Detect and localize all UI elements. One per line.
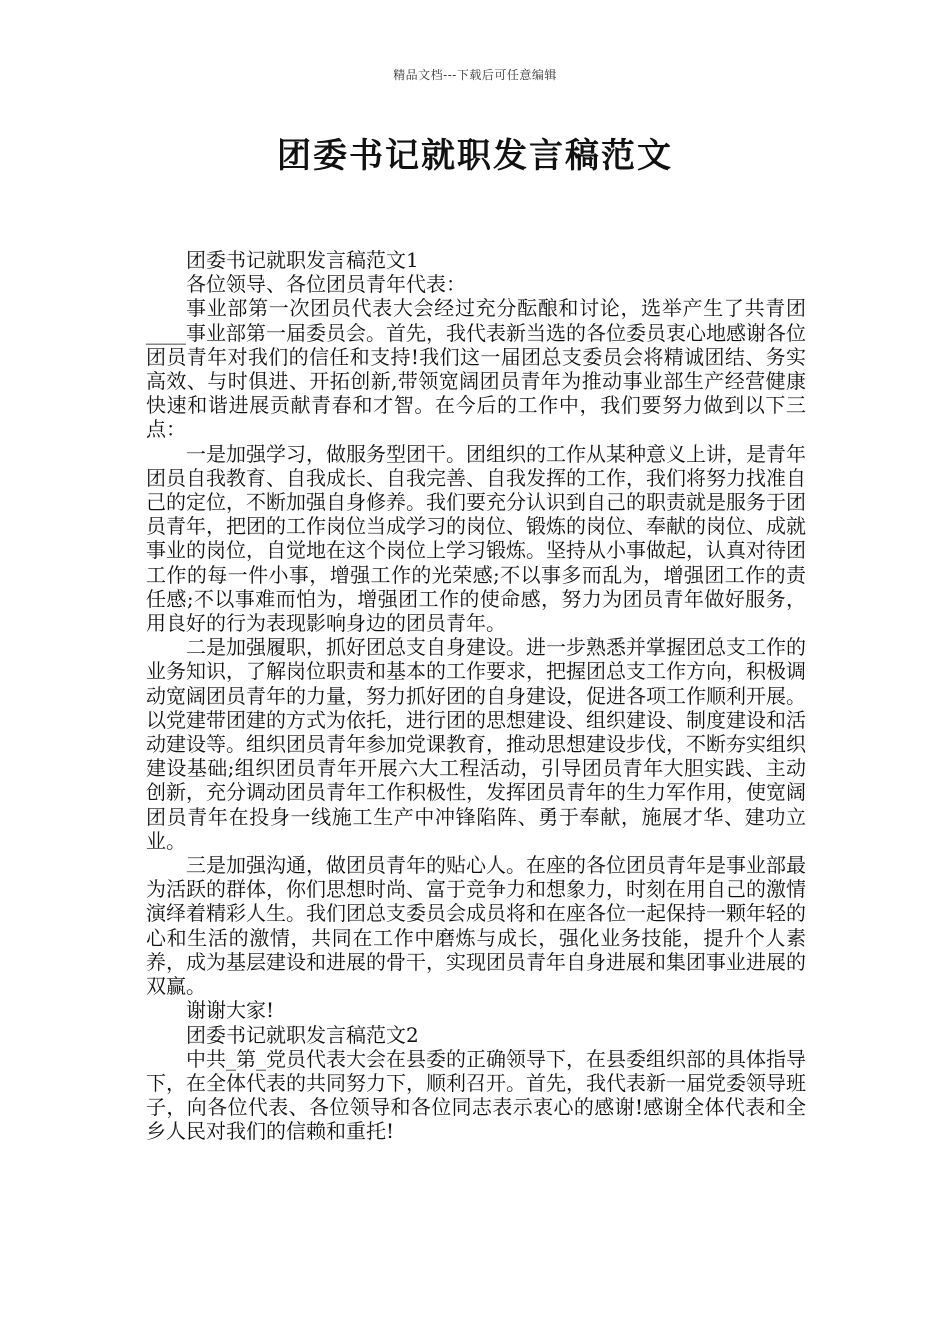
document-body: [146, 248, 806, 1144]
page-header-note: 精品文档---下载后可任意编辑: [393, 68, 557, 82]
salutation: 各位领导、各位团员青年代表：: [186, 272, 466, 297]
paragraph-speech-two-intro: 中共_第_党员代表大会在县委的正确领导下，在县委组织部的具体指导下，在全体代表的共同努力下，顺利召开。首先，我代表新一届党委领导班子，向各位代表、各位领导和各位同志表示衷心的感谢!感谢全体代表和全乡人民对我们的信赖和重托!: [146, 1046, 806, 1144]
section-heading-1: 团委书记就职发言稿范文1: [186, 248, 419, 272]
paragraph-point-one: 一是加强学习，做服务型团干。团组织的工作从某种意义上讲，是青年团员自我教育、自我成长、自我完善、自我发挥的工作，我们将努力找准自己的定位，不断加强自身修养。我们要充分认识到自己的职责就是服务于团员青年，把团的工作岗位当成学习的岗位、锻炼的岗位、奉献的岗位、成就事业的岗位，自觉地在这个岗位上学习锻炼。坚持从小事做起，认真对待团工作的每一件小事，增强工作的光荣感;不以事多而乱为，增强团工作的责任感;不以事难而怕为，增强团工作的使命感，努力为团员青年做好服务，用良好的行为表现影响身边的团员青年。: [146, 441, 806, 636]
paragraph-point-two: 二是加强履职，抓好团总支自身建设。进一步熟悉并掌握团总支工作的业务知识，了解岗位职责和基本的工作要求，把握团总支工作方向，积极调动宽阔团员青年的力量，努力抓好团的自身建设，促进各项工作顺利开展。以党建带团建的方式为依托，进行团的思想建设、组织建设、制度建设和活动建设等。组织团员青年参加党课教育，推动思想建设步伐，不断夯实组织建设基础;组织团员青年开展六大工程活动，引导团员青年大胆实践、主动创新，充分调动团员青年工作积极性，发挥团员青年的生力军作用，使宽阔团员青年在投身一线施工生产中冲锋陷阵、勇于奉献，施展才华、建功立业。: [146, 635, 806, 853]
closing-thanks: 谢谢大家!: [186, 998, 275, 1023]
document-title: 团委书记就职发言稿范文: [277, 136, 673, 176]
paragraph-intro: 事业部第一次团员代表大会经过充分酝酿和讨论，选举产生了共青团____事业部第一届委员会。首先，我代表新当选的各位委员衷心地感谢各位团员青年对我们的信任和支持!我们这一届团总支委员会将精诚团结、务实高效、与时俱进、开拓创新,带领宽阔团员青年为推动事业部生产经营健康快速和谐进展贡献青春和才智。在今后的工作中，我们要努力做到以下三点：: [146, 296, 806, 442]
paragraph-point-three: 三是加强沟通，做团员青年的贴心人。在座的各位团员青年是事业部最为活跃的群体，你们思想时尚、富于竞争力和想象力，时刻在用自己的激情演绎着精彩人生。我们团总支委员会成员将和在座各位一起保持一颗年轻的心和生活的激情，共同在工作中磨炼与成长，强化业务技能，提升个人素养，成为基层建设和进展的骨干，实现团员青年自身进展和集团事业进展的双赢。: [146, 853, 806, 999]
section-heading-2: 团委书记就职发言稿范文2: [186, 1022, 419, 1047]
